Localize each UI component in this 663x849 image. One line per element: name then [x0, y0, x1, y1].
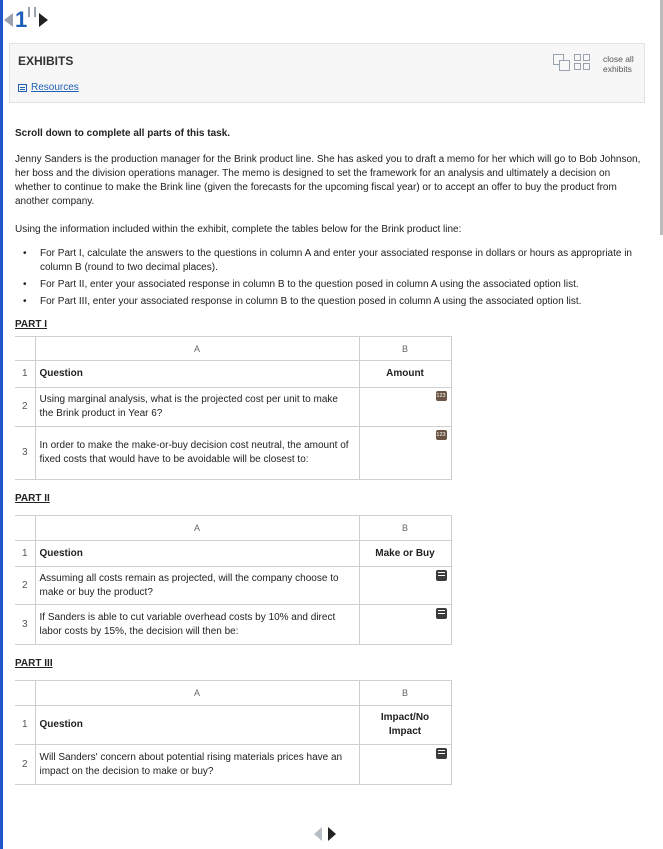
- row-number: 2: [15, 388, 35, 427]
- task-content: [15, 127, 645, 785]
- part2-table: [15, 515, 452, 645]
- question-nav: [4, 6, 48, 34]
- impact-header-cell: Impact/No Impact: [359, 706, 451, 745]
- exhibits-title: EXHIBITS: [18, 54, 74, 68]
- part3-table: [15, 680, 452, 785]
- row-number: 3: [15, 605, 35, 645]
- row-number: 2: [15, 567, 35, 605]
- question-cell: Will Sanders' concern about potential rising materials prices have an impact on the decision to make or buy?: [35, 745, 359, 785]
- option-select-cell[interactable]: [359, 567, 451, 605]
- bottom-question-nav: [314, 827, 336, 841]
- amount-input-cell[interactable]: [359, 427, 451, 480]
- task-using-info: Using the information included within the exhibit, complete the tables below for the Brink product line:: [15, 224, 462, 235]
- row-number: 1: [15, 361, 35, 388]
- part1-title: PART I: [15, 319, 48, 330]
- column-a-header: A: [35, 337, 359, 361]
- table-row: [15, 388, 451, 427]
- scroll-instruction: Scroll down to complete all parts of this task.: [15, 128, 231, 139]
- option-list-icon: [436, 748, 447, 759]
- column-b-header: B: [359, 337, 451, 361]
- question-header-cell: Question: [35, 361, 359, 388]
- option-list-icon: [436, 570, 447, 581]
- corner-cell: [15, 681, 35, 706]
- prev-question-arrow-icon[interactable]: [4, 13, 13, 27]
- tile-layout-icon[interactable]: [574, 54, 590, 70]
- question-cell: Assuming all costs remain as projected, will the company choose to make or buy the product?: [35, 567, 359, 605]
- exhibits-panel: [9, 43, 645, 103]
- flag-icon[interactable]: [28, 7, 36, 17]
- column-a-header: A: [35, 516, 359, 541]
- column-b-header: B: [359, 516, 451, 541]
- next-question-arrow-icon[interactable]: [39, 13, 48, 27]
- prev-page-arrow-icon[interactable]: [314, 827, 322, 841]
- list-item: • For Part II, enter your associated response in column B to the question posed in column A using the associated option list.: [15, 278, 645, 295]
- question-header-cell: Question: [35, 706, 359, 745]
- part2-title: PART II: [15, 493, 50, 504]
- table-row: [15, 567, 451, 605]
- part3-title: PART III: [15, 658, 53, 669]
- corner-cell: [15, 516, 35, 541]
- numeric-entry-icon: 123: [436, 432, 446, 438]
- column-a-header: A: [35, 681, 359, 706]
- instruction-list: [15, 247, 645, 309]
- question-header-cell: Question: [35, 541, 359, 567]
- amount-input-cell[interactable]: [359, 388, 451, 427]
- option-select-cell[interactable]: [359, 745, 451, 785]
- document-icon: [18, 84, 27, 92]
- table-row: [15, 745, 451, 785]
- next-page-arrow-icon[interactable]: [328, 827, 336, 841]
- option-select-cell[interactable]: [359, 605, 451, 645]
- resources-label[interactable]: Resources: [31, 82, 79, 93]
- question-cell: In order to make the make-or-buy decision cost neutral, the amount of fixed costs that would have to be avoidable will be closest to:: [35, 427, 359, 480]
- question-number: 1: [15, 7, 28, 32]
- list-item: • For Part III, enter your associated response in column B to the question posed in column A using the associated option list.: [15, 295, 645, 309]
- table-row: [15, 427, 451, 480]
- task-intro: Jenny Sanders is the production manager for the Brink product line. She has asked you to draft a memo for her which will go to Bob Johnson, her boss and the division operations manager. The memo is designed to set the framework for an analysis and ultimately a decision on whether to continue to make the Brink line (given the forecasts for the upcoming fiscal year) or to accept an offer to buy the product from another company.: [15, 154, 641, 207]
- resources-link[interactable]: [18, 82, 79, 93]
- table-row: [15, 605, 451, 645]
- part1-table: [15, 336, 452, 480]
- list-item: • For Part I, calculate the answers to the questions in column A and enter your associated response in dollars or hours as appropriate in column B (round to two decimal places).: [15, 247, 645, 278]
- row-number: 3: [15, 427, 35, 480]
- question-cell: If Sanders is able to cut variable overhead costs by 10% and direct labor costs by 15%, the decision will then be:: [35, 605, 359, 645]
- row-number: 2: [15, 745, 35, 785]
- row-number: 1: [15, 706, 35, 745]
- exhibit-layout-controls: [553, 54, 590, 71]
- amount-header-cell: Amount: [359, 361, 451, 388]
- option-list-icon: [436, 608, 447, 619]
- make-or-buy-header-cell: Make or Buy: [359, 541, 451, 567]
- left-accent-bar: [0, 0, 3, 849]
- row-number: 1: [15, 541, 35, 567]
- cascade-layout-icon[interactable]: [553, 54, 570, 71]
- column-b-header: B: [359, 681, 451, 706]
- corner-cell: [15, 337, 35, 361]
- question-cell: Using marginal analysis, what is the projected cost per unit to make the Brink product in Year 6?: [35, 388, 359, 427]
- close-all-exhibits-button[interactable]: close all exhibits: [603, 54, 634, 74]
- numeric-entry-icon: 123: [436, 393, 446, 399]
